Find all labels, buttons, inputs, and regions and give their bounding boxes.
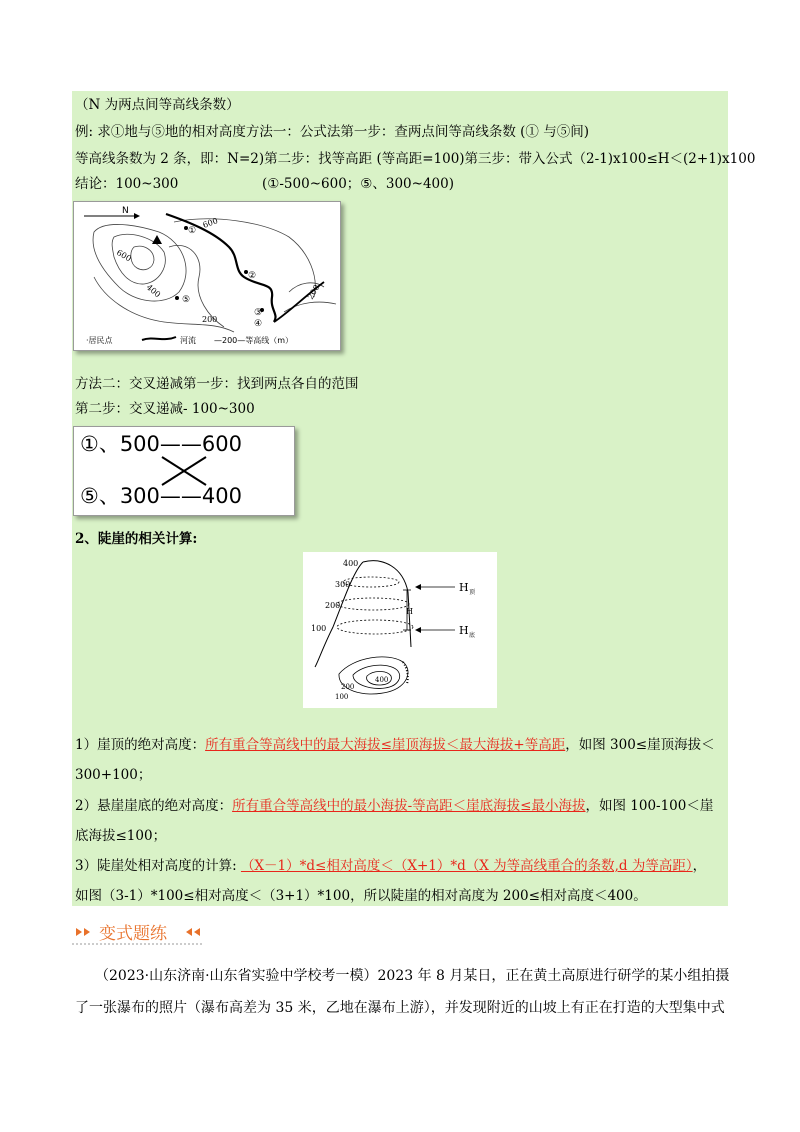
point-5-label: ⑤ (182, 295, 191, 305)
h-bottom-sub: 底 (469, 632, 476, 639)
example-line: 例: 求①地与⑤地的相对高度方法一：公式法第一步：查两点间等高线条数 (① 与⑤间) (75, 124, 589, 140)
bottom-200: 200 (341, 683, 355, 691)
cross-row-2: ⑤、300——400 (80, 484, 242, 508)
legend-settlement: ·居民点 (86, 336, 113, 345)
contour-map (74, 202, 340, 350)
point-3-label: ③ (254, 308, 263, 318)
rule-2: 2）悬崖崖底的绝对高度：所有重合等高线中的最小海拔-等高距＜崖底海拔≤最小海拔，如图 100-100＜崖 (75, 798, 714, 814)
cliff-figure (303, 552, 497, 708)
h-mid-label: H (406, 607, 413, 616)
step-two-line: 第二步：交叉递减- 100~300 (75, 401, 255, 417)
level-100: 100 (311, 624, 327, 633)
level-300: 300 (335, 580, 351, 589)
note-line: （N 为两点间等高线条数） (75, 97, 240, 113)
h-top-sub: 顶 (469, 589, 476, 596)
point-2-label: ② (248, 271, 257, 281)
conclusion-text: 结论：100~300 (75, 176, 179, 192)
cross-row-1: ①、500——600 (80, 432, 242, 456)
point-4-label: ④ (254, 319, 263, 329)
contour-600-b: 600 (115, 247, 133, 264)
cliff-heading: 2、陡崖的相关计算: (75, 531, 198, 547)
contour-600-a: 600 (201, 216, 220, 230)
bottom-400: 400 (375, 676, 389, 684)
section-header (72, 918, 728, 948)
h-top-label: H (459, 581, 469, 594)
north-label: N (122, 206, 129, 216)
rule-1: 1）崖顶的绝对高度：所有重合等高线中的最大海拔≤崖顶海拔＜最大海拔+等高距，如图 300≤崖顶海拔＜ (75, 737, 715, 753)
formula-line: 等高线条数为 2 条，即：N=2)第二步：找等高距 (等高距=100)第三步：带入公式（2-1)x100≤H＜(2+1)x100 (75, 151, 756, 167)
level-200: 200 (325, 601, 341, 610)
contour-200-a: 200 (202, 315, 218, 324)
contour-200-b: 200 (305, 283, 322, 301)
rule-3-highlight: （X－1）*d≤相对高度＜（X+1）*d（X 为等高线重合的条数,d 为等高距） (240, 858, 693, 874)
section-title: 变式题练 (99, 924, 167, 944)
rule-2-cont: 底海拔≤100； (75, 828, 167, 844)
contour-map-figure (73, 201, 341, 351)
conclusion-ranges: (①-500~600；⑤、300~400) (262, 176, 454, 192)
rule-1-cont: 300+100； (75, 767, 152, 783)
h-bottom-label: H (459, 624, 469, 637)
bottom-100: 100 (335, 693, 349, 701)
level-400: 400 (343, 559, 359, 568)
legend-contour: —200—等高线（m） (214, 336, 294, 345)
conclusion-line (75, 175, 454, 193)
cross-subtraction-figure (73, 426, 295, 516)
question-line-1: （2023·山东济南·山东省实验中学校考一模）2023 年 8 月某日，正在黄土高原进行研学的某小组拍摄 (95, 968, 730, 984)
cross-diagram (74, 427, 294, 515)
question-line-2: 了一张瀑布的照片（瀑布高差为 35 米，乙地在瀑布上游），并发现附近的山坡上有正在打造的大型集中式 (75, 1000, 725, 1016)
legend-river: 河流 (180, 336, 196, 345)
section-header-decor (72, 918, 728, 948)
method-two-line: 方法二：交叉递减第一步：找到两点各自的范围 (75, 376, 359, 392)
rule-3-cont: 如图（3-1）*100≤相对高度＜（3+1）*100，所以陡崖的相对高度为 200≤相对高度＜400。 (75, 888, 647, 904)
cliff-diagram (303, 552, 497, 708)
contour-400: 400 (144, 282, 163, 300)
rule-2-highlight: 所有重合等高线中的最小海拔-等高距＜崖底海拔≤最小海拔 (232, 798, 586, 814)
rule-3: 3）陡崖处相对高度的计算: （X－1）*d≤相对高度＜（X+1）*d（X 为等高线重合的条数,d 为等高距）， (75, 858, 707, 874)
point-1-label: ① (188, 226, 197, 236)
rule-1-highlight: 所有重合等高线中的最大海拔≤崖顶海拔＜最大海拔+等高距 (205, 737, 566, 753)
